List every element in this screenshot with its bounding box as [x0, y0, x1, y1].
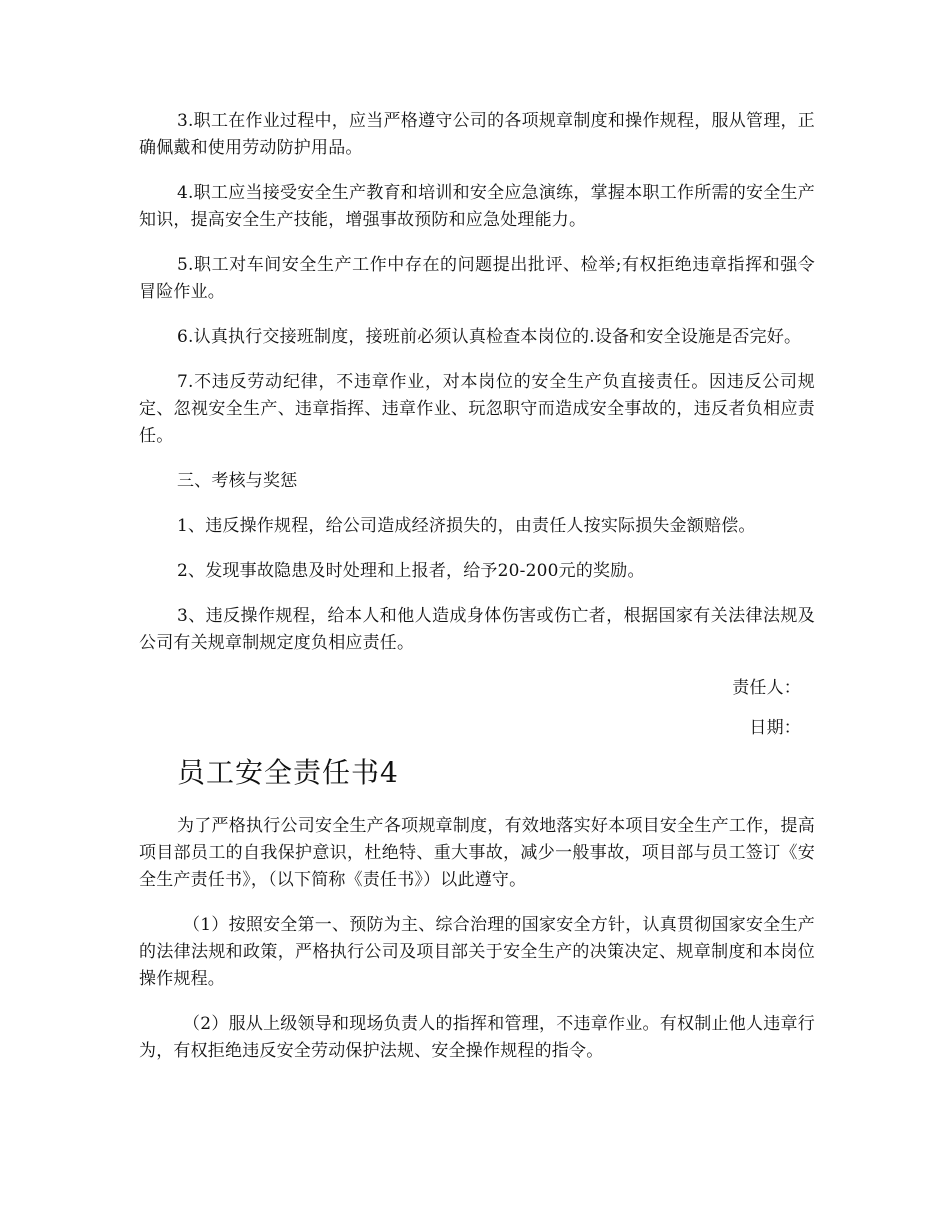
document-page	[139, 108, 815, 1083]
clause-item-1: （1）按照安全第一、预防为主、综合治理的国家安全方针，认真贯彻国家安全生产的法律法规和政策，严格执行公司及项目部关于安全生产的决策决定、规章制度和本岗位操作规程。	[139, 915, 815, 989]
rule-item-2: 2、发现事故隐患及时处理和上报者，给予20-200元的奖励。	[177, 561, 645, 581]
paragraph-item-3: 3.职工在作业过程中，应当严格遵守公司的各项规章制度和操作规程，服从管理，正确佩戴和使用劳动防护用品。	[139, 111, 815, 158]
paragraph-item-6: 6.认真执行交接班制度，接班前必须认真检查本岗位的.设备和安全设施是否完好。	[177, 327, 802, 347]
responsible-person-label: 责任人：	[732, 678, 801, 698]
rule-item-1: 1、违反操作规程，给公司造成经济损失的，由责任人按实际损失金额赔偿。	[177, 516, 756, 536]
section-heading: 三、考核与奖惩	[177, 471, 298, 491]
paragraph-item-7: 7.不违反劳动纪律，不违章作业，对本岗位的安全生产负直接责任。因违反公司规定、忽视安全生产、违章指挥、违章作业、玩忽职守而造成安全事故的，违反者负相应责任。	[139, 372, 815, 446]
rule-item-3: 3、违反操作规程，给本人和他人造成身体伤害或伤亡者，根据国家有关法律法规及公司有关规章制规定度负相应责任。	[139, 606, 815, 653]
clause-item-2: （2）服从上级领导和现场负责人的指挥和管理，不违章作业。有权制止他人违章行为，有权拒绝违反安全劳动保护法规、安全操作规程的指令。	[139, 1014, 815, 1061]
date-label: 日期：	[749, 718, 801, 738]
document-title: 员工安全责任书4	[177, 756, 399, 789]
paragraph-item-5: 5.职工对车间安全生产工作中存在的问题提出批评、检举;有权拒绝违章指挥和强令冒险作业。	[139, 255, 815, 302]
paragraph-item-4: 4.职工应当接受安全生产教育和培训和安全应急演练，掌握本职工作所需的安全生产知识，提高安全生产技能，增强事故预防和应急处理能力。	[139, 183, 815, 230]
intro-paragraph: 为了严格执行公司安全生产各项规章制度，有效地落实好本项目安全生产工作，提高项目部员工的自我保护意识，杜绝特、重大事故，减少一般事故，项目部与员工签订《安全生产责任书》，（以下简称《责任书》）以此遵守。	[139, 816, 815, 890]
